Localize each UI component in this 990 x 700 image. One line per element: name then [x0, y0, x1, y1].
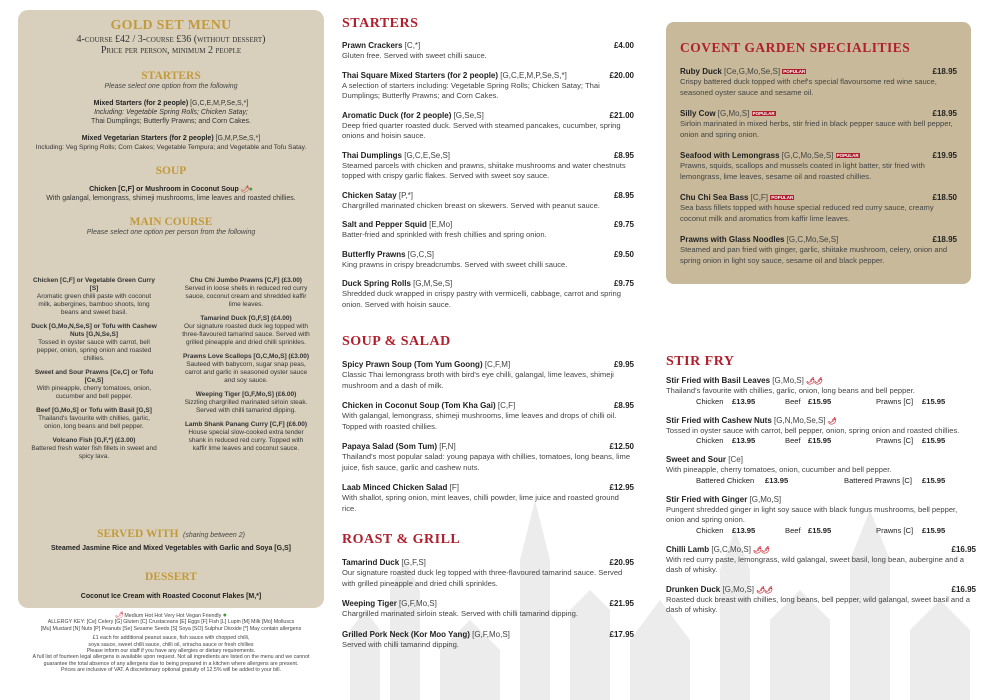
roast-grill-list [342, 558, 634, 650]
menu-item: Thai Square Mixed Starters (for 2 people) [G,C,E,M,P,Se,S,*] £20.00 A selection of starters including: Vegetable Spring Rolls; Chicken Satay; Thai Dumplings; Butterfly Prawns; and Corn Cakes. [342, 70, 634, 100]
chilli-icon: 🌶🌶 [806, 378, 822, 385]
covent-garden-heading: COVENT GARDEN SPECIALITIES [680, 40, 911, 55]
item-price: £21.95 [609, 599, 634, 608]
gold-main-note: Please select one option per person from the following [86, 229, 256, 236]
item-price: £12.95 [609, 483, 634, 492]
gold-starters-heading: STARTERS [141, 70, 201, 82]
item-description: Chargrilled marinated chicken breast on skewers. Served with peanut sauce. [342, 200, 600, 210]
gold-starters-note: Please select one option from the following [104, 83, 238, 90]
item-price: £8.95 [613, 150, 634, 160]
menu-item: Prawns with Glass Noodles [G,C,Mo,Se,S] £18.95 Steamed and pan fried with ginger, garlic, shiitake mushroom, celery, onion and spring onion in light soy sauce, sesame oil and black pepper. [680, 235, 957, 265]
stir-fry-price-line: Chicken £13.95 Beef £15.95 Prawns [C] £15.95 [696, 396, 946, 406]
stir-fry-cashew: Stir Fried with Cashew Nuts [G,N,Mo,Se,S] 🌶 Tossed in oyster sauce with carrot, bell pepper, onion, spring onion and roasted chillies. Chicken £13.95 Beef £15.95 Prawns [C] £15.95 [666, 416, 976, 447]
soup-salad-heading: SOUP & SALAD [342, 334, 451, 349]
gold-starter-1: Mixed Starters (for 2 people) [G,C,E,M,P,Se,S,*] Including: Vegetable Spring Rolls; Chicken Satay; Thai Dumplings; Butterfly Prawns; and Corn Cakes. [91, 100, 251, 125]
roast-grill-heading: ROAST & GRILL [342, 532, 461, 547]
stir-fry-basil: Stir Fried with Basil Leaves [G,Mo,S] 🌶🌶 Thailand's favourite with chillies, garlic, onion, long beans and bell pepper. Chicken £13.95 Beef £15.95 Prawns [C] £15.95 [666, 376, 976, 407]
item-price: £21.00 [609, 110, 634, 120]
chilli-icon: 🌶 [240, 186, 249, 193]
starters-heading: STARTERS [342, 16, 419, 31]
stir-fry-section [666, 354, 976, 616]
item-description: Our signature roasted duck leg topped with three-flavoured tamarind sauce. Served with grilled pineapple and dried chilli sprinkles. [342, 568, 623, 588]
gold-mains-left [30, 277, 158, 467]
gold-main-item: Weeping Tiger [G,F,Mo,S] (£6.00) Sizzling chargrilled marinated sirloin steak. Served with chilli tamarind dipping. [184, 391, 308, 414]
menu-item: Duck Spring Rolls [G,M,Se,S] £9.75 Shredded duck wrapped in crispy pastry with vermicelli, cabbage, carrot and spring onion. Served with hoisin sauce. [342, 279, 634, 309]
middle-column [342, 16, 634, 650]
item-description: Sirloin marinated in mixed herbs, stir fried in black pepper sauce with bell pepper, onion and spring onion. [680, 119, 953, 139]
item-price: £8.95 [613, 190, 634, 200]
item-description: Sea bass fillets topped with house special reduced red curry sauce, creamy coconut milk and aromatics from kaffir lime leaves. [680, 203, 934, 223]
chilli-lamb: Chilli Lamb [G,C,Mo,S] 🌶🌶 £16.95 With red curry paste, lemongrass, wild galangal, sweet basil, long bean, aubergine and a dash of whisky. [666, 544, 976, 574]
gold-served-with: SERVED WITH (sharing between 2) Steamed Jasmine Rice and Mixed Vegetables with Garlic and Soya [G,S] [50, 528, 292, 552]
item-description: Steamed and pan fried with ginger, garlic, shiitake mushroom, celery, onion and spring onion in light soy sauce, sesame oil and black pepper. [680, 245, 948, 265]
starters-list [342, 41, 634, 310]
stir-fry-price-line: Chicken £13.95 Beef £15.95 Prawns [C] £15.95 [696, 436, 946, 445]
popular-badge: POPULAR [836, 153, 859, 159]
item-description: Steamed parcels with chicken and prawns, shiitake mushrooms and water chestnuts topped with crispy garlic flakes. Served with sweet soy sauce. [342, 160, 626, 180]
item-description: Classic Thai lemongrass broth with bird's eye chilli, galangal, lime leaves, shimeji mushroom and a dash of milk. [342, 370, 614, 390]
item-description: Prawns, squids, scallops and mussels coated in light batter, stir fried with lemongrass, lime leaves, sesame oil and roasted chillies. [680, 161, 925, 181]
item-description: Crispy battered duck topped with chef's special flavoursome red wine sauce, seasoned oyster sauce and sesame oil. [680, 77, 937, 97]
stir-fry-price-line: Chicken £13.95 Beef £15.95 Prawns [C] £15.95 [696, 525, 946, 535]
gold-soup: Chicken [C,F] or Mushroom in Coconut Soup 🌶● With galangal, lemongrass, shimeji mushrooms, lime leaves and roasted chillies. [46, 186, 296, 202]
stir-fry-sweet-sour: Sweet and Sour [Ce] With pineapple, cherry tomatoes, onion, cucumber and bell pepper. Battered Chicken £13.95 Battered Prawns [C] £15.95 [666, 455, 976, 486]
gold-menu-title: GOLD SET MENU [110, 18, 232, 33]
item-price: £9.75 [613, 220, 634, 229]
stir-fry-price-line: Battered Chicken £13.95 Battered Prawns [C] £15.95 [696, 475, 946, 485]
item-description: Batter-fried and sprinkled with fresh chillies and spring onion. [342, 230, 547, 239]
item-price: £18.50 [932, 193, 957, 202]
item-price: £20.95 [609, 558, 634, 567]
item-description: Shredded duck wrapped in crispy pastry with vermicelli, cabbage, carrot and spring onion. Served with hoisin sauce. [342, 289, 621, 309]
gold-main-item: Volcano Fish [G,F,*] (£3.00) Battered fresh water fish fillets in sweet and spicy lava. [31, 437, 157, 460]
item-price: £8.95 [613, 401, 634, 410]
menu-item: Spicy Prawn Soup (Tom Yum Goong) [C,F,M] £9.95 Classic Thai lemongrass broth with bird's eye chilli, galangal, lime leaves, shimeji mushroom and a dash of milk. [342, 360, 634, 390]
menu-item: Chicken in Coconut Soup (Tom Kha Gai) [C,F] £8.95 With galangal, lemongrass, shimeji mushrooms, lime leaves and drops of chilli oil. Topped with roasted chillies. [342, 401, 634, 431]
drunken-duck: Drunken Duck [G,Mo,S] 🌶🌶 £16.95 Roasted duck breast with chillies, long beans, bell pepper, wild galangal, sweet basil and a dash of whisky. [666, 584, 976, 614]
menu-item: Papaya Salad (Som Tum) [F,N] £12.50 Thailand's most popular salad: young papaya with chillies, tomatoes, long beans, lime juice, fish sauce, garlic and cashew nuts. [342, 442, 634, 472]
popular-badge: POPULAR [783, 69, 806, 75]
item-description: Served with chilli tamarind dipping. [342, 639, 459, 649]
menu-item: Chicken Satay [P,*] £8.95 Chargrilled marinated chicken breast on skewers. Served with peanut sauce. [342, 190, 634, 210]
gold-main-item: Chu Chi Jumbo Prawns [C,F] (£3.00) Served in loose shells in reduced red curry sauce, coconut cream and shredded kaffir lime leaves. [184, 277, 308, 308]
menu-item: Grilled Pork Neck (Kor Moo Yang) [G,F,Mo,S] £17.95 Served with chilli tamarind dipping. [342, 629, 634, 649]
gold-mains-right [182, 277, 310, 459]
menu-item: Tamarind Duck [G,F,S] £20.95 Our signature roasted duck leg topped with three-flavoured tamarind sauce. Served with grilled pineapple and dried chilli sprinkles. [342, 558, 634, 588]
gold-main-item: Lamb Shank Panang Curry [C,F] (£6.00) House special slow-cooked extra tender shank in reduced red curry. Topped with kaffir lime leaves and coconut sauce. [184, 421, 308, 452]
leaf-icon: ● [248, 186, 253, 193]
item-price: £4.00 [613, 41, 634, 50]
item-description: Gluten free. Served with sweet chilli sauce. [342, 51, 487, 60]
item-price: £9.75 [613, 279, 634, 288]
gold-soup-heading: SOUP [155, 165, 187, 177]
item-description: With shallot, spring onion, mint leaves, chilli powder, lime juice and roasted ground rice. [342, 493, 619, 513]
item-description: Thailand's most popular salad: young papaya with chillies, tomatoes, long beans, lime juice, fish sauce, garlic and cashew nuts. [342, 452, 631, 472]
menu-item: Chu Chi Sea Bass [C,F] POPULAR £18.50 Sea bass fillets topped with house special reduced red curry sauce, creamy coconut milk and aromatics from kaffir lime leaves. [680, 193, 957, 223]
menu-item: Laab Minced Chicken Salad [F] £12.95 With shallot, spring onion, mint leaves, chilli powder, lime juice and roasted ground rice. [342, 483, 634, 513]
chilli-icon: 🌶 [827, 417, 836, 425]
item-price: £18.95 [932, 67, 957, 76]
chilli-icon: 🌶🌶 [753, 546, 769, 554]
menu-item: Seafood with Lemongrass [G,C,Mo,Se,S] POPULAR £19.95 Prawns, squids, scallops and mussels coated in light batter, stir fried with lemongrass, lime leaves, sesame oil and roasted chillies. [680, 151, 957, 181]
allergy-legend: 🌶 Medium Hot Hot Very Hot Vegan Friendly ● ALLERGY KEY: [Ce] Celery [G] Gluten [C] Crustaceans [E] Eggs [F] Fish [L] Lupin [M] Milk [Mo] Molluscs [Mu] Mustard [N] Nuts [P] Peanuts [Se] Sesame Seeds [S] Soya [SO] Sulphur Dioxide [*] May contain allergens £1 each for additional peanut sauce, fish sauce with chopped chilli, soya sauce, sweet chilli sauce, chilli oil, sriracha sauce or fresh chillies Please inform our staff if you have any allergies or dietary requirements. A full list of fourteen legal allergens is available upon request. Not all ingredients are listed on the menu and we cannot guarantee the total absence of any allergens due to being prepared in a kitchen where allergens are present. Prices are inclusive of VAT. A discretionary optional gratuity of 12.5% will be added to your bill. [18, 613, 324, 674]
gold-main-item: Duck [G,Mo,N,Se,S] or Tofu with Cashew Nuts [G,N,Se,S] Tossed in oyster sauce with carrot, bell pepper, onion, spring onion and roasted chillies. [31, 323, 157, 362]
covent-garden-panel [666, 22, 971, 284]
menu-item: Prawn Crackers [C,*] £4.00 Gluten free. Served with sweet chilli sauce. [342, 41, 634, 60]
menu-item: Thai Dumplings [G,C,E,Se,S] £8.95 Steamed parcels with chicken and prawns, shiitake mushrooms and water chestnuts topped with crispy garlic flakes. Served with sweet soy sauce. [342, 150, 634, 180]
chilli-icon: 🌶 [115, 612, 123, 619]
item-price: £12.50 [609, 442, 634, 451]
gold-menu-price: 4-course £42 / 3-course £36 (without dessert) [76, 34, 266, 45]
chilli-icon: 🌶🌶 [756, 586, 773, 594]
leaf-icon: ● [222, 612, 227, 619]
popular-badge: POPULAR [771, 195, 794, 201]
menu-item: Butterfly Prawns [G,C,S] £9.50 King prawns in crispy breadcrumbs. Served with sweet chilli sauce. [342, 249, 634, 269]
item-price: £20.00 [609, 70, 634, 80]
gold-main-item: Prawns Love Scallops [G,C,Mo,S] (£3.00) Sauteed with babycorn, sugar snap peas, carrot and garlic in seasoned oyster sauce and soy sauce. [182, 353, 310, 384]
covent-garden-list [680, 67, 957, 266]
gold-main-item: Tamarind Duck [G,F,S] (£4.00) Our signature roasted duck leg topped with three-flavoured tamarind sauce. Served with grilled pineapple and dried chilli sprinkles. [182, 315, 310, 346]
item-description: Deep fried quarter roasted duck. Served with steamed pancakes, cucumber, spring onions and hoisin sauce. [342, 120, 621, 140]
gold-set-menu-panel [18, 10, 324, 608]
stir-fry-heading: STIR FRY [666, 354, 735, 369]
gold-dessert: DESSERT Coconut Ice Cream with Roasted Coconut Flakes [M,*] [80, 571, 262, 600]
soup-salad-list [342, 360, 634, 514]
popular-badge: POPULAR [752, 111, 775, 117]
stir-fry-ginger: Stir Fried with Ginger [G,Mo,S] Pungent shredded ginger in light soy sauce with black fungus mushrooms, bell pepper, onion and spring onion. Chicken £13.95 Beef £15.95 Prawns [C] £15.95 [666, 495, 976, 536]
item-price: £18.95 [932, 109, 957, 118]
menu-item: Salt and Pepper Squid [E,Mo] £9.75 Batter-fried and sprinkled with fresh chillies and spring onion. [342, 220, 634, 239]
menu-item: Weeping Tiger [G,F,Mo,S] £21.95 Chargrilled marinated sirloin steak. Served with chilli tamarind dipping. [342, 599, 634, 618]
menu-item: Ruby Duck [Ce,G,Mo,Se,S] POPULAR £18.95 Crispy battered duck topped with chef's special flavoursome red wine sauce, seasoned oyster sauce and sesame oil. [680, 67, 957, 97]
heat-legend: 🌶 Medium Hot Hot Very Hot Vegan Friendly ● [115, 612, 227, 619]
gold-main-heading: MAIN COURSE [129, 216, 213, 228]
gold-main-item: Sweet and Sour Prawns [Ce,C] or Tofu [Ce,S] With pineapple, cherry tomatoes, onion, cucumber and bell pepper. [34, 369, 154, 400]
item-description: Chargrilled marinated sirloin steak. Served with chilli tamarind dipping. [342, 609, 578, 618]
gold-main-item: Chicken [C,F] or Vegetable Green Curry [S] Aromatic green chilli paste with coconut milk, aubergines, bamboo shoots, long beans and sweet basil. [32, 277, 156, 316]
item-price: £17.95 [609, 629, 634, 639]
item-price: £18.95 [932, 235, 957, 244]
item-price: £9.95 [613, 360, 634, 369]
gold-starter-2: Mixed Vegetarian Starters (for 2 people) [G,M,P,Se,S,*] Including: Veg Spring Rolls; Corn Cakes; Vegetable Tempura; and Vegetable and Tofu Satay. [35, 135, 307, 151]
item-description: With galangal, lemongrass, shimeji mushrooms, lime leaves and drops of chilli oil. Topped with roasted chillies. [342, 411, 617, 431]
item-description: King prawns in crispy breadcrumbs. Served with sweet chilli sauce. [342, 259, 568, 269]
gold-main-item: Beef [G,Mo,S] or Tofu with Basil [G,S] Thailand's favourite with chillies, garlic, onion, long beans and bell pepper. [36, 407, 152, 430]
menu-item: Aromatic Duck (for 2 people) [G,Se,S] £21.00 Deep fried quarter roasted duck. Served with steamed pancakes, cucumber, spring onions and hoisin sauce. [342, 110, 634, 140]
item-price: £19.95 [932, 151, 957, 160]
gold-menu-condition: Price per person, minimum 2 people [100, 45, 242, 56]
item-description: A selection of starters including: Vegetable Spring Rolls; Chicken Satay; Thai Dumplings; Butterfly Prawns; and Corn Cakes. [342, 80, 600, 100]
menu-item: Silly Cow [G,Mo,S] POPULAR £18.95 Sirloin marinated in mixed herbs, stir fried in black pepper sauce with bell pepper, onion and spring onion. [680, 109, 957, 139]
item-price: £9.50 [613, 249, 634, 259]
